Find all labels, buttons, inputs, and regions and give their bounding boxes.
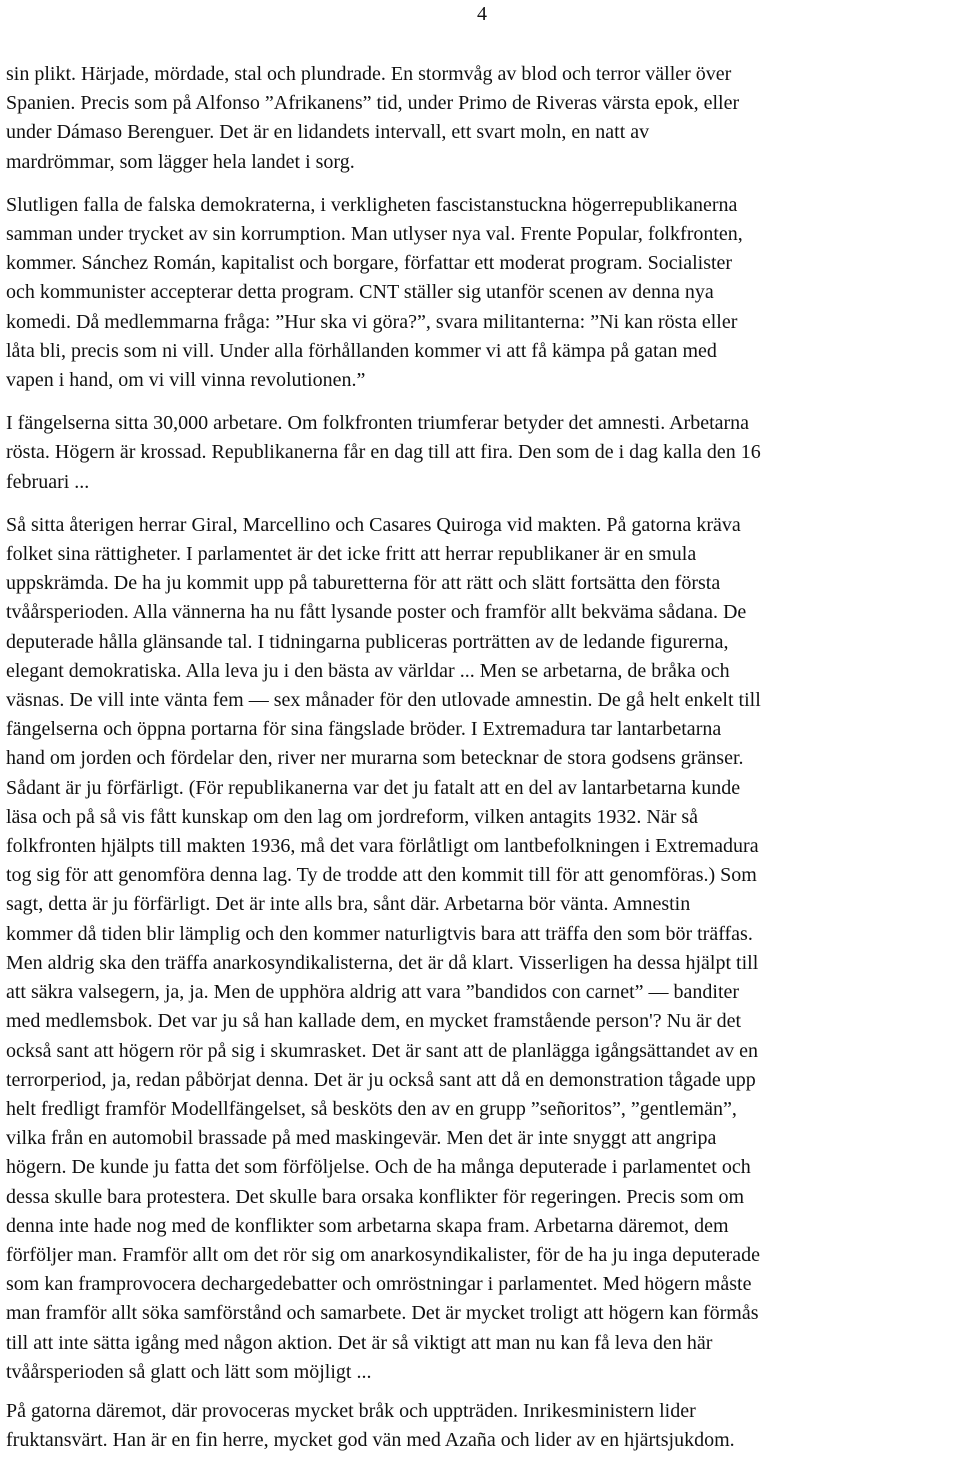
text-line: deputerade hålla glänsande tal. I tidningarna publiceras porträtten av de ledande figurerna,: [6, 630, 729, 653]
text-line: låta bli, precis som ni vill. Under alla förhållanden kommer vi att få kämpa på gatan med: [6, 339, 717, 362]
text-line: På gatorna däremot, där provoceras mycket bråk och uppträden. Inrikesministern lider: [6, 1399, 696, 1422]
text-line: väsnas. De vill inte vänta fem — sex månader för den utlovade amnestin. De gå helt enkelt till: [6, 689, 761, 712]
text-line: till att inte sätta igång med någon aktion. Det är så viktigt att man nu kan få leva den här: [6, 1331, 713, 1354]
paragraph-2: [6, 191, 958, 395]
text-line: vilka från en automobil brassade på med maskingevär. Men det är inte snyggt att angripa: [6, 1127, 717, 1150]
text-line: terrorperiod, ja, redan påbörjat denna. Det är ju också sant att då en demonstration tågade upp: [6, 1068, 756, 1091]
text-line: som kan framprovocera dechargedebatter och omröstningar i parlamentet. Med högern måste: [6, 1273, 752, 1296]
text-line: rösta. Högern är krossad. Republikanerna får en dag till att fira. Den som de i dag kalla den 16: [6, 441, 761, 464]
paragraph-1: [6, 60, 958, 177]
text-line: Så sitta återigen herrar Giral, Marcellino och Casares Quiroga vid makten. På gatorna kräva: [6, 513, 741, 536]
text-line: komedi. Då medlemmarna fråga: ”Hur ska vi göra?”, svara militanterna: ”Ni kan rösta eller: [6, 310, 738, 333]
text-line: mardrömmar, som lägger hela landet i sorg.: [6, 150, 355, 173]
text-line: högern. De kunde ju fatta det som förföljelse. Och de ha många deputerade i parlamentet och: [6, 1156, 751, 1179]
text-line: folket sina rättigheter. I parlamentet är det icke fritt att herrar republikaner är en smula: [6, 543, 697, 566]
text-line: februari ...: [6, 470, 90, 493]
text-line: kommer då tiden blir lämplig och den kommer naturligtvis bara att träffa den som bör träffas.: [6, 922, 753, 945]
text-line: sin plikt. Härjade, mördade, stal och plundrade. En stormvåg av blod och terror väller över: [6, 63, 732, 85]
text-line: helt fredligt framför Modellfängelset, så besköts den av en grupp ”señoritos”, ”gentlemän”,: [6, 1097, 737, 1120]
text-line: kommer. Sánchez Román, kapitalist och borgare, författar ett moderat program. Socialister: [6, 252, 733, 275]
text-line: Men aldrig ska den träffa anarkosyndikalisterna, det är då klart. Visserligen ha dessa hjälpt till: [6, 951, 759, 974]
text-line: denna inte hade nog med de konflikter som arbetarna skapa fram. Arbetarna däremot, dem: [6, 1214, 729, 1237]
text-line: hand om jorden och fördelar den, river ner murarna som betecknar de stora godsens gränser.: [6, 747, 744, 770]
text-line: läsa och på så vis fått kunskap om den lag om jordreform, vilken antagits 1932. När så: [6, 805, 699, 828]
text-line: fruktansvärt. Han är en fin herre, mycket god vän med Azaña och lider av en hjärtsjukdom.: [6, 1429, 735, 1452]
text-line: vapen i hand, om vi vill vinna revolutionen.”: [6, 369, 366, 392]
text-line: med medlemsbok. Det var ju så han kallade dem, en mycket framstående person'? Nu är det: [6, 1010, 742, 1033]
text-line: under Dámaso Berenguer. Det är en lidandets intervall, ett svart moln, en natt av: [6, 121, 650, 144]
text-line: man framför allt söka samförstånd och samarbete. Det är mycket troligt att högern kan förmås: [6, 1302, 759, 1325]
text-line: uppskrämda. De ha ju kommit upp på taburetterna för att rätt och slätt fortsätta den första: [6, 572, 721, 595]
text-line: också sant att högern rör på sig i skumrasket. Det är sant att de planlägga igångsättandet av en: [6, 1039, 758, 1062]
text-line: och kommunister accepterar detta program. CNT ställer sig utanför scenen av denna nya: [6, 281, 714, 304]
text-line: Sådant är ju förfärligt. (För republikanerna var det ju fatalt att en del av lantarbetarna kunde: [6, 776, 741, 799]
text-line: folkfronten hjälpts till makten 1936, må det vara förlåtligt om lantbefolkningen i Extremadura: [6, 835, 759, 858]
text-line: tvåårsperioden så glatt och lätt som möjligt ...: [6, 1360, 372, 1383]
text-line: att säkra valsegern, ja, ja. Men de upphöra aldrig att vara ”bandidos con carnet” — banditer: [6, 981, 740, 1004]
text-line: tvåårsperioden. Alla vännerna ha nu fått lysande poster och framför allt bekväma sådana. De: [6, 601, 747, 624]
paragraph-5: [6, 1397, 958, 1455]
text-line: sagt, detta är ju förfärligt. Det är inte alls bra, sånt där. Arbetarna bör vänta. Amnestin: [6, 893, 691, 916]
text-line: dessa skulle bara protestera. Det skulle bara orsaka konflikter för regeringen. Precis som om: [6, 1185, 745, 1208]
text-line: fängelserna och öppna portarna för sina fängslade bröder. I Extremadura tar lantarbetarna: [6, 718, 722, 741]
text-line: I fängelserna sitta 30,000 arbetare. Om folkfronten triumferar betyder det amnesti. Arbetarna: [6, 412, 750, 435]
paragraph-4: [6, 511, 958, 1387]
text-line: tog sig för att genomföra denna lag. Ty de trodde att den kommit till för att genomföras.) Som: [6, 864, 757, 887]
text-line: Spanien. Precis som på Alfonso ”Afrikanens” tid, under Primo de Riveras värsta epok, eller: [6, 92, 740, 115]
text-line: Slutligen falla de falska demokraterna, i verkligheten fascistanstuckna högerrepublikanerna: [6, 193, 738, 216]
text-line: förföljer man. Framför allt om det rör sig om anarkosyndikalister, för de ha ju inga deputerade: [6, 1243, 760, 1266]
page-number: 4: [477, 3, 487, 25]
paragraph-3: [6, 409, 958, 497]
text-line: samman under trycket av sin korrumption. Man utlyser nya val. Frente Popular, folkfronten,: [6, 223, 743, 246]
text-line: elegant demokratiska. Alla leva ju i den bästa av världar ... Men se arbetarna, de bråka och: [6, 659, 730, 682]
